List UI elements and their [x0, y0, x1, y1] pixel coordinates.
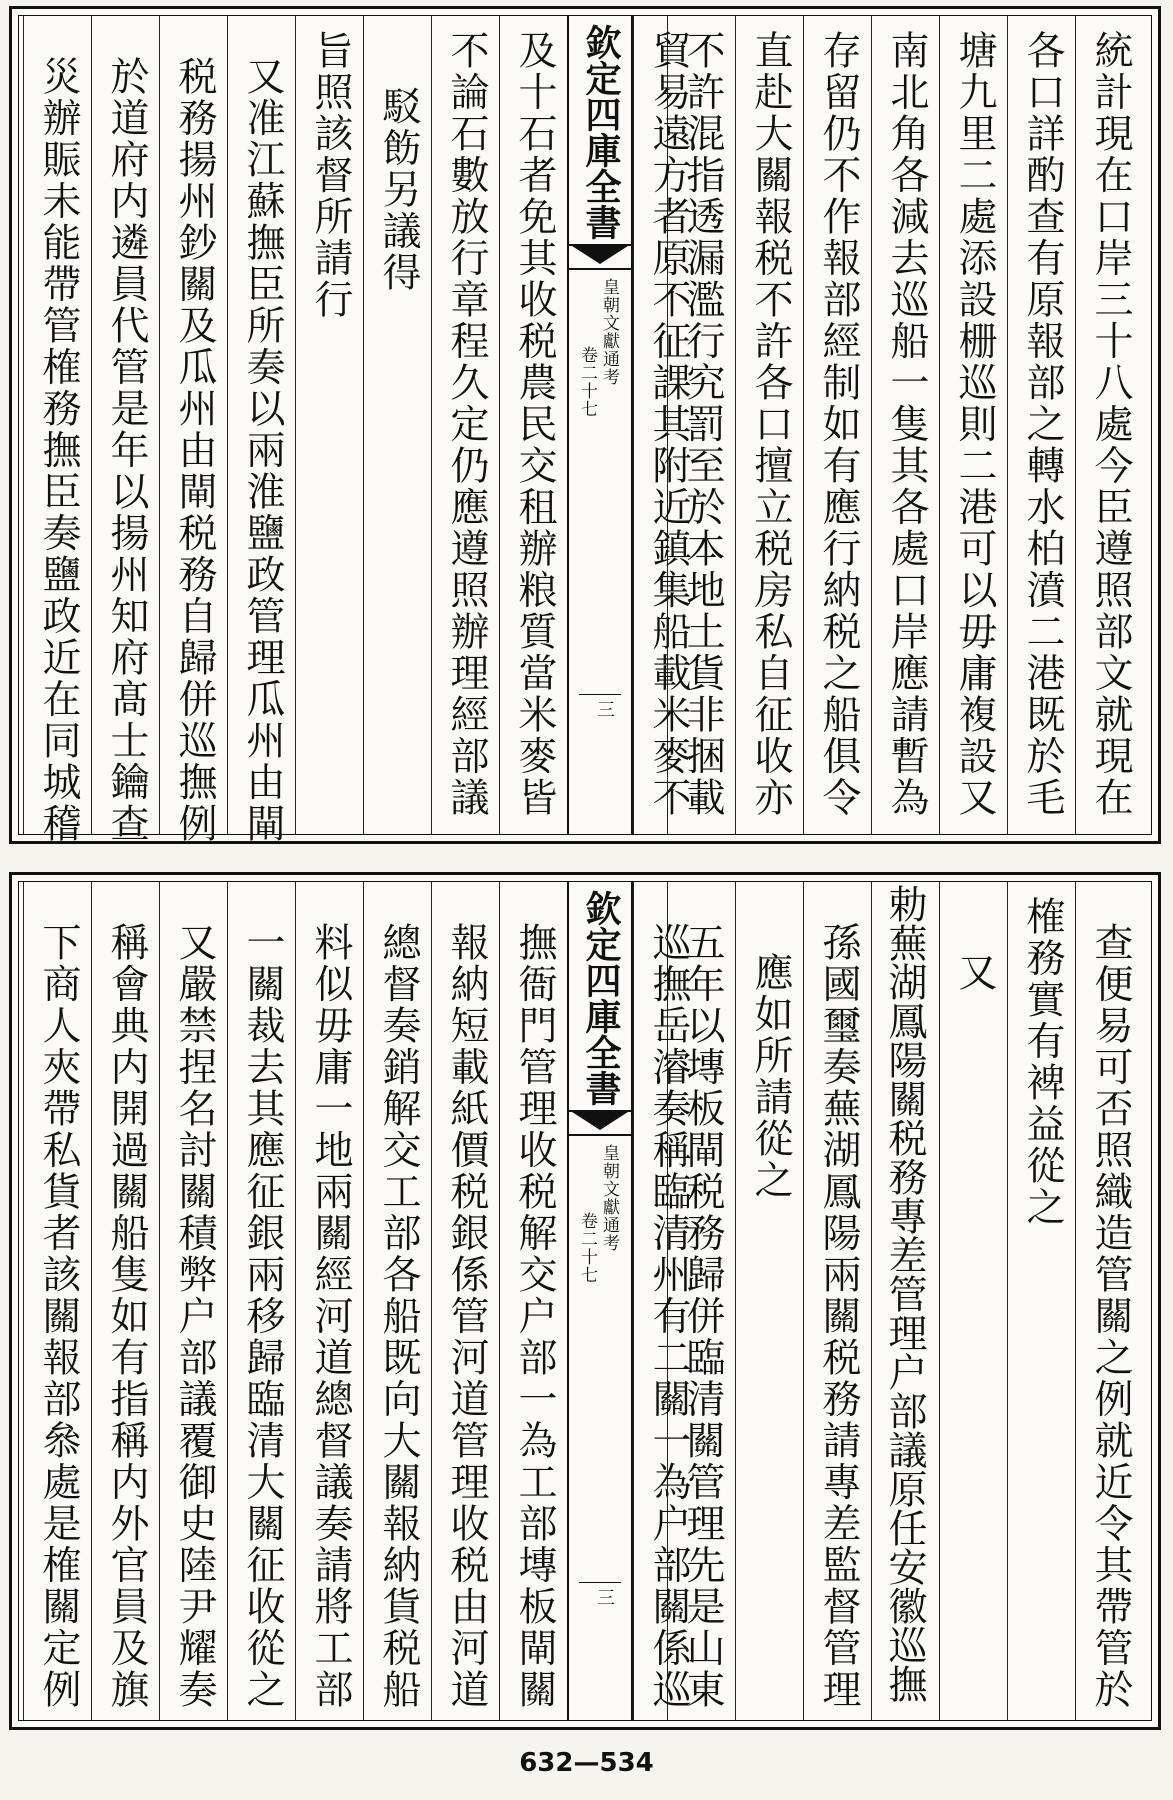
text-column [227, 882, 295, 1720]
column-text: 五年以塼板閘税務歸併臨清關管理先是山東 [680, 922, 725, 1711]
column-text: 貿易遠方者原不征課其附近鎮集船載米麥不 [646, 30, 691, 819]
fishtail-ornament [569, 244, 631, 270]
text-column [159, 882, 227, 1720]
column-text: 直赴大關報税不許各口擅立税房私自征收亦 [748, 30, 793, 819]
bottom-page [9, 872, 1161, 1730]
text-column [91, 16, 159, 845]
fishtail-ornament [569, 1110, 631, 1136]
column-text: 應如所請從之 [748, 952, 793, 1201]
volume-label: 卷二十七 [577, 1212, 597, 1284]
column-text: 勅蕪湖鳳陽關税務專差管理户部議原任安徽巡撫 [882, 884, 927, 1703]
text-column [23, 882, 91, 1720]
column-text: 報納短載紙價税銀係管河道管理收税由河道 [444, 922, 489, 1711]
column-text: 榷務實有裨益從之 [1020, 896, 1065, 1228]
text-column [871, 16, 939, 834]
text-column [295, 16, 363, 834]
column-text: 下商人夾帶私貨者該關報部叅處是榷關定例 [36, 922, 81, 1711]
top-page-frame [18, 15, 1152, 845]
column-text: 巡撫岳濬奏稱臨清州有二關一為户部關係巡 [646, 922, 691, 1711]
text-column [499, 882, 567, 1720]
column-text: 料似毋庸一地兩關經河道總督議奏請將工部 [308, 922, 353, 1711]
column-text: 不論石數放行章程久定仍應遵照辦理經部議 [444, 30, 489, 819]
column-text: 查便易可否照織造管關之例就近令其帶管於 [1088, 922, 1133, 1711]
text-column [363, 882, 431, 1720]
text-column [227, 16, 295, 845]
book-title: 欽定四庫全書 [580, 890, 622, 1106]
column-text: 又 [952, 952, 997, 994]
page-number: 三 [594, 1588, 615, 1606]
column-text: 孫國璽奏蕪湖鳳陽兩關税務請專差監督管理 [816, 922, 861, 1711]
column-text: 旨照該督所請行 [308, 30, 353, 321]
text-column [91, 882, 159, 1720]
text-column [803, 882, 871, 1720]
column-text: 各口詳酌查有原報部之轉水柏濆二港既於毛 [1020, 30, 1065, 819]
center-column [567, 882, 633, 1720]
top-page [9, 6, 1161, 844]
column-text: 災辦賑未能帶管榷務撫臣奏鹽政近在同城稽 [36, 56, 81, 845]
column-text: 南北角各減去巡船一隻其各處口岸應請暫為 [884, 30, 929, 819]
text-column [431, 882, 499, 1720]
text-column [803, 16, 871, 834]
text-column [431, 16, 499, 834]
column-text: 統計現在口岸三十八處今臣遵照部文就現在 [1088, 30, 1133, 819]
center-column [567, 16, 633, 834]
page-number: 三 [594, 700, 615, 718]
text-column [1007, 16, 1075, 834]
text-column [295, 882, 363, 1720]
text-column [1007, 882, 1075, 1720]
page-number-rule [579, 1582, 621, 1583]
text-column [1075, 882, 1143, 1720]
column-text: 撫衙門管理收税解交户部一為工部塼板閘關 [512, 922, 557, 1711]
text-column [633, 882, 699, 1720]
book-title: 欽定四庫全書 [580, 24, 622, 240]
column-text: 又准江蘇撫臣所奏以兩淮鹽政管理瓜州由閘 [240, 56, 285, 845]
page-number-rule [579, 694, 621, 695]
column-text: 税務揚州鈔關及瓜州由閘税務自歸併巡撫例 [172, 56, 217, 845]
column-text: 駁飭另議得 [376, 86, 421, 294]
page-footer-number: 632—534 [519, 1748, 654, 1778]
text-column [735, 882, 803, 1720]
text-column [633, 16, 699, 834]
text-column [939, 882, 1007, 1720]
column-text: 於道府内遴員代管是年以揚州知府髙士鑰查 [104, 56, 149, 845]
text-column [1075, 16, 1143, 834]
column-text: 及十石者免其收税農民交租辦粮質當米麥皆 [512, 30, 557, 819]
text-column [363, 16, 431, 834]
text-column [23, 16, 91, 845]
column-text: 一關裁去其應征銀兩移歸臨清大關征收從之 [240, 922, 285, 1711]
volume-label: 卷二十七 [577, 346, 597, 418]
text-column [871, 882, 939, 1720]
text-column [735, 16, 803, 834]
text-column [939, 16, 1007, 834]
column-text: 又嚴禁捏名討關積弊户部議覆御史陸尹耀奏 [172, 922, 217, 1711]
subtitle: 皇朝文獻通考 [599, 1144, 619, 1252]
text-column [159, 16, 227, 845]
column-text: 稱會典内開過關船隻如有指稱内外官員及旗 [104, 922, 149, 1711]
column-text: 不許混指透漏濫行究罰至於本地土貨非捆載 [680, 30, 725, 819]
column-text: 總督奏銷解交工部各船既向大關報納貨税船 [376, 922, 421, 1711]
bottom-page-frame [18, 881, 1152, 1721]
subtitle: 皇朝文獻通考 [599, 278, 619, 386]
column-text: 存留仍不作報部經制如有應行納税之船俱令 [816, 30, 861, 819]
column-text: 塘九里二處添設栅巡則二港可以毋庸複設又 [952, 30, 997, 819]
text-column [499, 16, 567, 834]
